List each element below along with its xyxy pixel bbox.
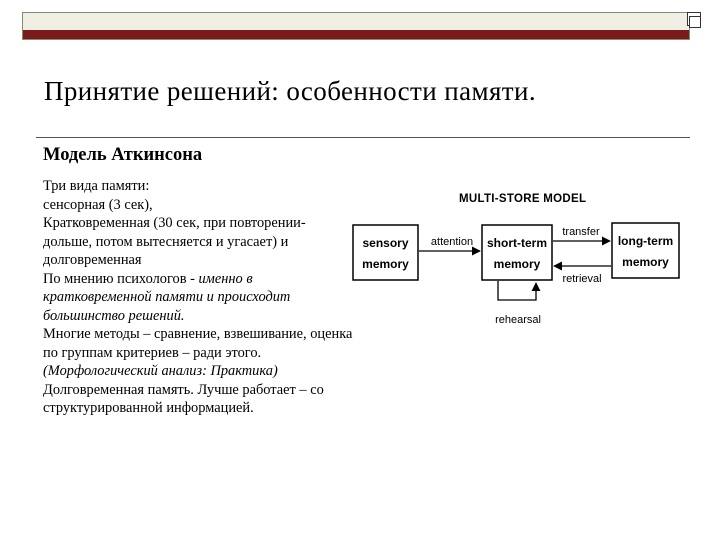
header-decoration-bar — [22, 12, 690, 40]
sensory-label-1: sensory — [362, 236, 409, 250]
slide-body — [43, 177, 353, 418]
body-line: Кратковременная (30 сек, при повторении-дольше, потом вытесняется и угасает) и долговременная — [43, 215, 306, 268]
short-term-label-2: memory — [493, 257, 541, 271]
body-line: Долговременная память. Лучше работает – со структурированной информацией. — [43, 381, 324, 416]
sensory-label-2: memory — [362, 257, 409, 271]
body-line: Три вида памяти: — [43, 178, 150, 194]
diagram-title: MULTI-STORE MODEL — [459, 193, 587, 205]
short-term-label-1: short-term — [486, 236, 548, 250]
slide-title: Принятие решений: особенности памяти. — [44, 76, 536, 106]
body-line: (Морфологический анализ: Практика) — [43, 363, 278, 379]
long-term-memory-box — [612, 223, 679, 278]
rehearsal-loop-arrow — [498, 281, 536, 300]
title-divider — [36, 137, 690, 138]
body-line — [43, 270, 353, 326]
attention-label: attention — [430, 236, 474, 248]
header-stripe — [23, 30, 689, 39]
multi-store-model-diagram — [350, 210, 690, 335]
slide-subtitle: Модель Аткинсона — [43, 145, 203, 165]
sensory-memory-box — [353, 225, 418, 280]
retrieval-label: retrieval — [562, 273, 602, 285]
body-line: сенсорная (3 сек), — [43, 196, 153, 213]
long-term-label-1: long-term — [617, 234, 674, 248]
transfer-label: transfer — [562, 226, 600, 238]
short-term-memory-box — [482, 225, 552, 280]
body-line-italic-tail: именно в кратковременной памяти и происходит большинство решений. — [43, 270, 291, 324]
rehearsal-label: rehearsal — [495, 314, 541, 326]
body-line: Многие методы – сравнение, взвешивание, оценка по группам критериев – ради этого. — [43, 326, 353, 361]
long-term-label-2: memory — [622, 255, 669, 269]
body-line-lead: По мнению психологов - — [43, 270, 199, 287]
corner-square-inner — [689, 16, 701, 28]
